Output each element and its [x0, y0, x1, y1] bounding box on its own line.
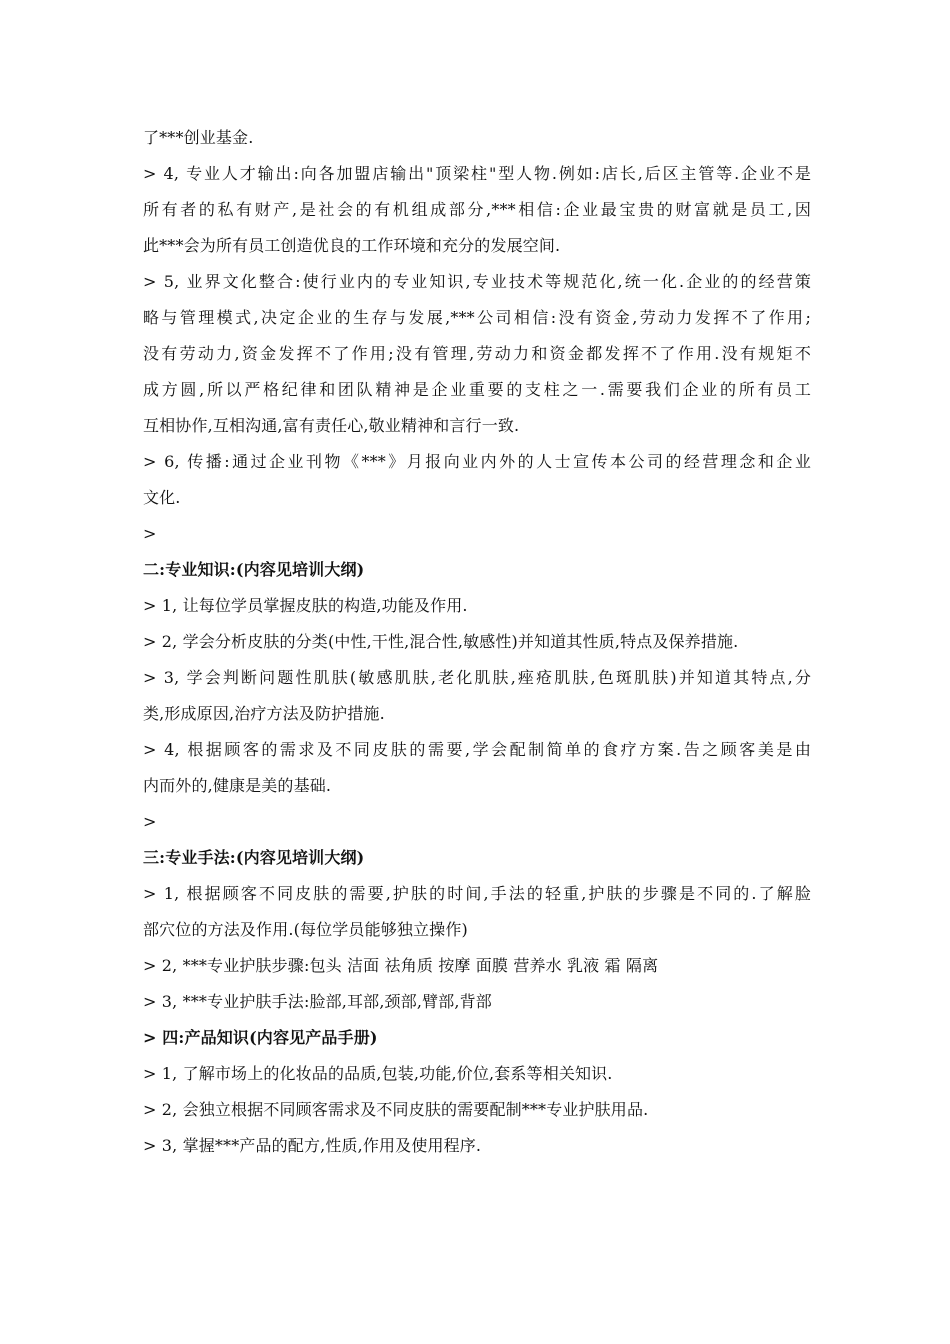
text-line: > 3, ***专业护肤手法:脸部,耳部,颈部,臂部,背部	[143, 992, 492, 1011]
text-line: 所有者的私有财产,是社会的有机组成部分,***相信:企业最宝贵的财富就是员工,因	[143, 200, 811, 219]
text-line: >	[143, 812, 157, 831]
text-line: 成方圆,所以严格纪律和团队精神是企业重要的支柱之一.需要我们企业的所有员工	[143, 380, 811, 399]
text-line: > 1, 根据顾客不同皮肤的需要,护肤的时间,手法的轻重,护肤的步骤是不同的.了解脸	[143, 884, 811, 903]
text-line: >	[143, 524, 157, 543]
text-line: 略与管理模式,决定企业的生存与发展,***公司相信:没有资金,劳动力发挥不了作用;	[143, 308, 811, 327]
text-line: > 5, 业界文化整合:使行业内的专业知识,专业技术等规范化,统一化.企业的的经营策	[143, 272, 811, 291]
text-line: > 2, ***专业护肤步骤:包头 洁面 祛角质 按摩 面膜 营养水 乳液 霜 隔离	[143, 956, 659, 975]
text-line: 互相协作,互相沟通,富有责任心,敬业精神和言行一致.	[143, 416, 520, 435]
text-line: > 3, 掌握***产品的配方,性质,作用及使用程序.	[143, 1136, 482, 1155]
text-line: 类,形成原因,治疗方法及防护措施.	[143, 704, 385, 723]
text-line: > 2, 学会分析皮肤的分类(中性,干性,混合性,敏感性)并知道其性质,特点及保养措施.	[143, 632, 739, 651]
text-line: 内而外的,健康是美的基础.	[143, 776, 332, 795]
text-line: 部穴位的方法及作用.(每位学员能够独立操作)	[143, 920, 468, 939]
text-line: > 3, 学会判断问题性肌肤(敏感肌肤,老化肌肤,痤疮肌肤,色斑肌肤)并知道其特点,分	[143, 668, 811, 687]
text-line: > 4, 专业人才输出:向各加盟店输出"顶梁柱"型人物.例如:店长,后区主管等.企业不是	[143, 164, 811, 183]
section-heading: 二:专业知识:(内容见培训大纲)	[143, 560, 365, 579]
text-line: 文化.	[143, 488, 181, 507]
text-line: 了***创业基金.	[143, 128, 254, 147]
text-line: > 1, 了解市场上的化妆品的品质,包装,功能,价位,套系等相关知识.	[143, 1064, 613, 1083]
document-body	[143, 120, 811, 1164]
text-line: 没有劳动力,资金发挥不了作用;没有管理,劳动力和资金都发挥不了作用.没有规矩不	[143, 344, 811, 363]
text-line: > 1, 让每位学员掌握皮肤的构造,功能及作用.	[143, 596, 468, 615]
text-line: 此***会为所有员工创造优良的工作环境和充分的发展空间.	[143, 236, 561, 255]
text-line: > 2, 会独立根据不同顾客需求及不同皮肤的需要配制***专业护肤用品.	[143, 1100, 649, 1119]
section-heading: > 四:产品知识(内容见产品手册)	[143, 1028, 378, 1047]
section-heading: 三:专业手法:(内容见培训大纲)	[143, 848, 365, 867]
text-line: > 6, 传播:通过企业刊物《***》月报向业内外的人士宣传本公司的经营理念和企业	[143, 452, 811, 471]
text-line: > 4, 根据顾客的需求及不同皮肤的需要,学会配制简单的食疗方案.告之顾客美是由	[143, 740, 811, 759]
